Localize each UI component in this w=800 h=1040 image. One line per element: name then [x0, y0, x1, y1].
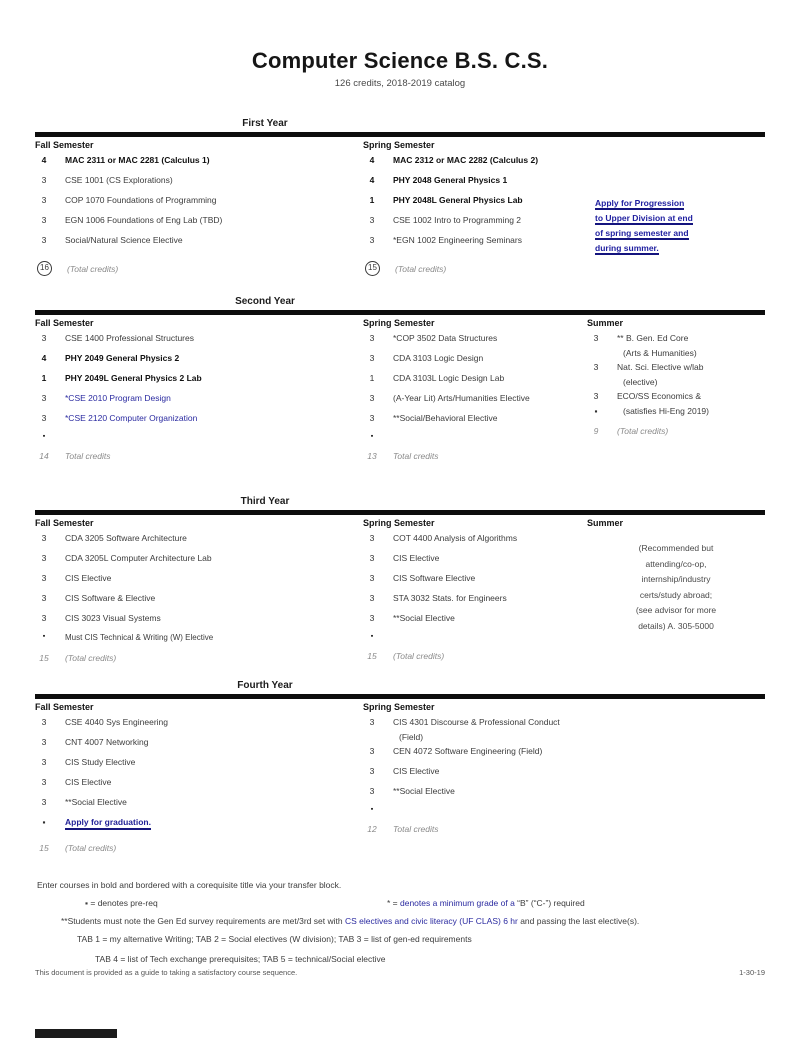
footnote-line-2	[35, 898, 775, 916]
page-subtitle: 126 credits, 2018-2019 catalog	[334, 78, 466, 89]
graduation-link-row	[35, 817, 353, 837]
course-title: CIS Elective	[65, 573, 112, 583]
course-row	[363, 553, 589, 573]
semester-column-spring-semester	[363, 318, 589, 461]
year-label: Fourth Year	[237, 680, 293, 691]
course-title: CNT 4007 Networking	[65, 737, 149, 747]
course-row	[363, 195, 589, 215]
prereq-legend: ▪ = denotes pre-req	[85, 898, 158, 908]
credit-hours: 3	[369, 235, 375, 245]
course-row	[35, 533, 353, 553]
credit-hours: 3	[593, 333, 599, 343]
semester-header: Fall Semester	[35, 702, 94, 712]
total-credits-row	[587, 426, 765, 436]
course-title: CSE 1001 (CS Explorations)	[65, 175, 173, 185]
course-title: **Social Elective	[393, 786, 455, 796]
credit-hours: 3	[369, 746, 375, 756]
course-row	[363, 413, 589, 433]
course-row	[35, 333, 353, 353]
total-credits-row	[363, 824, 589, 834]
course-row	[363, 533, 589, 553]
course-title: (elective)	[623, 377, 658, 387]
semester-column-spring-semester	[363, 702, 589, 834]
course-row	[363, 175, 589, 195]
course-title: **Social Elective	[65, 797, 127, 807]
course-title: Social/Natural Science Elective	[65, 235, 183, 245]
course-title: CIS Elective	[393, 553, 440, 563]
course-title: CSE 1002 Intro to Programming 2	[393, 215, 522, 225]
semester-header: Summer	[587, 318, 624, 328]
credit-hours: 3	[369, 786, 375, 796]
credit-hours: 3	[41, 737, 47, 747]
credit-hours: 3	[369, 353, 375, 363]
summer-note	[587, 541, 765, 634]
total-credits-label: (Total credits)	[67, 263, 119, 274]
credit-hours: ▪	[594, 406, 598, 416]
total-credits-label: (Total credits)	[393, 651, 445, 661]
course-title: Nat. Sci. Elective w/lab	[617, 362, 704, 372]
gened-note-link[interactable]: CS electives and civic literacy (UF CLAS) 6 hr	[344, 916, 518, 926]
course-title: CIS Software Elective	[393, 573, 476, 583]
bullet-marker: ▪	[370, 806, 374, 813]
course-title: *EGN 1002 Engineering Seminars	[393, 235, 522, 245]
total-credits-row	[363, 261, 589, 276]
course-title: CIS Elective	[393, 766, 440, 776]
course-row	[363, 353, 589, 373]
credit-hours: 3	[369, 333, 375, 343]
section-divider-bar	[35, 132, 765, 137]
course-title: **Social/Behavioral Elective	[393, 413, 498, 423]
summer-note-line: (Recommended but	[638, 543, 714, 553]
credit-hours: 3	[41, 777, 47, 787]
course-title: CDA 3103 Logic Design	[393, 353, 484, 363]
course-row	[35, 633, 353, 647]
footnote-line-4: TAB 1 = my alternative Writing; TAB 2 = Social electives (W division); TAB 3 = list of gen-ed requirements	[77, 934, 472, 944]
course-title: (satisfies Hi-Eng 2019)	[623, 406, 709, 416]
credit-hours: 3	[41, 533, 47, 543]
footnote-line-5: TAB 4 = list of Tech exchange prerequisites; TAB 5 = technical/Social elective	[95, 954, 386, 964]
footnote-line-3	[61, 916, 775, 934]
grade-legend-blue: denotes a minimum grade of a	[400, 898, 515, 908]
total-credits-row	[363, 451, 589, 461]
total-credits-label: Total credits	[65, 451, 111, 461]
semester-header: Spring Semester	[363, 140, 435, 150]
credit-hours: 1	[369, 373, 375, 383]
course-title: STA 3032 Stats. for Engineers	[393, 593, 507, 603]
progression-link[interactable]	[595, 198, 767, 258]
section-divider-bar	[35, 310, 765, 315]
credit-hours: 3	[369, 766, 375, 776]
total-credits-value: 15	[39, 843, 49, 853]
course-row	[363, 373, 589, 393]
year-section-second	[35, 296, 765, 483]
course-title: PHY 2049L General Physics 2 Lab	[65, 373, 202, 383]
summer-note-line: certs/study abroad;	[639, 589, 713, 600]
bullet-row	[35, 433, 353, 445]
course-row	[35, 613, 353, 633]
footnotes	[35, 880, 775, 972]
credit-hours: 3	[41, 333, 47, 343]
year-section-first	[35, 118, 765, 290]
course-title: ** B. Gen. Ed Core	[617, 333, 689, 343]
gened-note-pre: **Students must note the Gen Ed survey requirements are met/3rd set with	[61, 916, 345, 926]
section-divider-bar	[35, 510, 765, 515]
footnote-line-1: Enter courses in bold and bordered with a corequisite title via your transfer block.	[37, 880, 342, 890]
credit-hours: 4	[41, 353, 47, 363]
progression-link-line: of spring semester and	[595, 228, 689, 238]
course-row	[363, 573, 589, 593]
course-row	[35, 393, 353, 413]
course-row	[363, 155, 589, 175]
course-row	[587, 406, 765, 420]
semester-header: Spring Semester	[363, 318, 435, 328]
course-title: CEN 4072 Software Engineering (Field)	[393, 746, 543, 756]
course-title: CSE 1400 Professional Structures	[65, 333, 194, 343]
course-title: ECO/SS Economics &	[617, 391, 702, 401]
credit-hours: 4	[41, 155, 47, 165]
title-block	[0, 48, 800, 89]
grade-legend	[387, 898, 585, 908]
course-row	[363, 732, 589, 746]
page-title: Computer Science B.S. C.S.	[251, 48, 549, 73]
credit-hours: 3	[41, 717, 47, 727]
credit-hours: 3	[41, 195, 47, 205]
course-row	[35, 215, 353, 235]
year-label: First Year	[242, 118, 288, 129]
bullet-marker: ▪	[370, 433, 374, 440]
course-row	[363, 613, 589, 633]
course-title: MAC 2312 or MAC 2282 (Calculus 2)	[393, 155, 539, 165]
credit-hours: 3	[41, 553, 47, 563]
course-title: CDA 3205 Software Architecture	[65, 533, 187, 543]
year-label: Third Year	[240, 496, 290, 507]
total-credits-value: 15	[365, 261, 380, 276]
total-credits-label: Total credits	[393, 451, 439, 461]
credit-hours: 3	[41, 413, 47, 423]
semester-columns	[35, 518, 765, 686]
total-credits-value: 14	[39, 451, 49, 461]
semester-columns	[35, 702, 765, 870]
total-credits-value: 15	[367, 651, 377, 661]
course-title: MAC 2311 or MAC 2281 (Calculus 1)	[65, 155, 210, 165]
course-title: *COP 3502 Data Structures	[393, 333, 498, 343]
semester-column-fall-semester	[35, 140, 353, 276]
credit-hours: 3	[369, 573, 375, 583]
grade-legend-post: “B” (“C-”) required	[514, 898, 585, 908]
semester-header: Fall Semester	[35, 518, 94, 528]
course-row	[35, 593, 353, 613]
credit-hours: 3	[41, 215, 47, 225]
course-row	[35, 353, 353, 373]
total-credits-label: (Total credits)	[617, 426, 669, 436]
credit-hours: 3	[369, 533, 375, 543]
credit-hours: 1	[369, 195, 375, 205]
total-credits-label: (Total credits)	[395, 263, 447, 274]
document-footer	[35, 968, 765, 977]
total-credits-value: 16	[37, 261, 52, 276]
bullet-row	[363, 633, 589, 645]
progression-link-line: to Upper Division at end	[595, 213, 693, 223]
course-title: *CSE 2010 Program Design	[65, 393, 171, 403]
course-row	[35, 413, 353, 433]
course-row	[363, 593, 589, 613]
semester-column-summer	[587, 318, 765, 436]
credit-hours: 3	[41, 175, 47, 185]
note-text: Must CIS Technical & Writing (W) Elective	[65, 633, 214, 642]
total-credits-row	[35, 261, 353, 276]
credit-hours: 3	[41, 797, 47, 807]
grade-legend-pre: * =	[387, 898, 400, 908]
course-title: CSE 4040 Sys Engineering	[65, 717, 169, 727]
scan-artifact-bar	[35, 1029, 117, 1038]
course-title: CIS Study Elective	[65, 757, 136, 767]
semester-column-summer	[587, 518, 765, 634]
course-row	[363, 235, 589, 255]
progression-link-line: during summer.	[595, 243, 659, 253]
course-row	[35, 155, 353, 175]
credit-hours: 3	[369, 593, 375, 603]
semester-column-fall-semester	[35, 318, 353, 461]
credit-hours: 3	[369, 717, 375, 727]
course-title: CIS Software & Elective	[65, 593, 156, 603]
course-row	[35, 553, 353, 573]
total-credits-value: 15	[39, 653, 49, 663]
credit-hours: 4	[369, 155, 375, 165]
bullet-marker: ▪	[42, 633, 46, 640]
year-label: Second Year	[235, 296, 295, 307]
course-row	[35, 777, 353, 797]
year-section-fourth	[35, 680, 765, 870]
progression-link-line: Apply for Progression	[595, 198, 685, 208]
course-title: CDA 3103L Logic Design Lab	[393, 373, 505, 383]
course-row	[363, 215, 589, 235]
semester-header: Fall Semester	[35, 318, 94, 328]
credit-hours: 3	[369, 613, 375, 623]
course-row	[35, 373, 353, 393]
credit-hours: 3	[41, 593, 47, 603]
summer-note-line: details) A. 305-5000	[638, 620, 714, 631]
semester-column-fall-semester	[35, 702, 353, 853]
bullet-row	[363, 806, 589, 818]
total-credits-value: 13	[367, 451, 377, 461]
total-credits-value: 12	[367, 824, 377, 834]
semester-header: Summer	[587, 518, 624, 528]
course-title: PHY 2048L General Physics Lab	[393, 195, 523, 205]
course-row	[363, 333, 589, 353]
course-title: (A-Year Lit) Arts/Humanities Elective	[393, 393, 530, 403]
footer-disclaimer: This document is provided as a guide to taking a satisfactory course sequence.	[35, 968, 298, 977]
credit-hours: 4	[369, 175, 375, 185]
bullet-marker: ▪	[42, 433, 46, 440]
course-title: (Arts & Humanities)	[623, 348, 697, 358]
credit-hours: 3	[41, 613, 47, 623]
total-credits-row	[35, 653, 353, 663]
course-title: **Social Elective	[393, 613, 455, 623]
bullet-marker: ▪	[370, 633, 374, 640]
course-row	[363, 766, 589, 786]
semester-column-spring-semester	[363, 140, 589, 276]
course-row	[35, 195, 353, 215]
semester-header: Fall Semester	[35, 140, 94, 150]
total-credits-label: (Total credits)	[65, 843, 117, 853]
total-credits-label: (Total credits)	[65, 653, 117, 663]
semester-header: Spring Semester	[363, 702, 435, 712]
course-title: CIS 3023 Visual Systems	[65, 613, 161, 623]
credit-hours: 3	[41, 393, 47, 403]
section-divider-bar	[35, 694, 765, 699]
total-credits-row	[35, 843, 353, 853]
semester-column-fall-semester	[35, 518, 353, 663]
semester-columns	[35, 140, 765, 290]
credit-hours: 3	[41, 573, 47, 583]
total-credits-value: 9	[593, 426, 599, 436]
summer-note-line: internship/industry	[641, 574, 711, 584]
course-row	[587, 377, 765, 391]
semester-columns	[35, 318, 765, 483]
credit-hours: 3	[369, 553, 375, 563]
course-title: EGN 1006 Foundations of Eng Lab (TBD)	[65, 215, 223, 225]
footer-revision-date: 1-30-19	[739, 968, 765, 977]
credit-hours: 3	[41, 757, 47, 767]
bullet-marker: ▪	[42, 817, 46, 827]
credit-hours: 3	[593, 391, 599, 401]
course-title: (Field)	[399, 732, 424, 742]
summer-note-line: (see advisor for more	[635, 605, 717, 615]
course-title: CIS Elective	[65, 777, 112, 787]
credit-hours: 3	[41, 235, 47, 245]
total-credits-label: Total credits	[393, 824, 439, 834]
semester-column-spring-semester	[363, 518, 589, 661]
total-credits-row	[35, 451, 353, 461]
course-row	[587, 348, 765, 362]
credit-hours: 3	[369, 393, 375, 403]
course-title: PHY 2048 General Physics 1	[393, 175, 508, 185]
course-row	[363, 746, 589, 766]
course-row	[35, 797, 353, 817]
course-row	[35, 717, 353, 737]
total-credits-row	[363, 651, 589, 661]
course-row	[363, 786, 589, 806]
credit-hours: 3	[369, 413, 375, 423]
course-title: *CSE 2120 Computer Organization	[65, 413, 198, 423]
bullet-row	[363, 433, 589, 445]
course-row	[35, 235, 353, 255]
course-title: PHY 2049 General Physics 2	[65, 353, 180, 363]
course-row	[363, 393, 589, 413]
course-row	[35, 757, 353, 777]
course-row	[35, 175, 353, 195]
gened-note-post: and passing the last elective(s).	[517, 916, 640, 926]
credit-hours: 1	[41, 373, 47, 383]
semester-header: Spring Semester	[363, 518, 435, 528]
course-title: CIS 4301 Discourse & Professional Conduct	[393, 717, 560, 727]
course-row	[35, 573, 353, 593]
course-title: COT 4400 Analysis of Algorithms	[393, 533, 518, 543]
summer-note-line: attending/co-op,	[645, 558, 707, 569]
course-title: COP 1070 Foundations of Programming	[65, 195, 217, 205]
course-row	[35, 737, 353, 757]
year-section-third	[35, 496, 765, 686]
credit-hours: 3	[369, 215, 375, 225]
credit-hours: 3	[593, 362, 599, 372]
course-title: CDA 3205L Computer Architecture Lab	[65, 553, 212, 563]
apply-graduation-link[interactable]: Apply for graduation.	[65, 817, 151, 830]
